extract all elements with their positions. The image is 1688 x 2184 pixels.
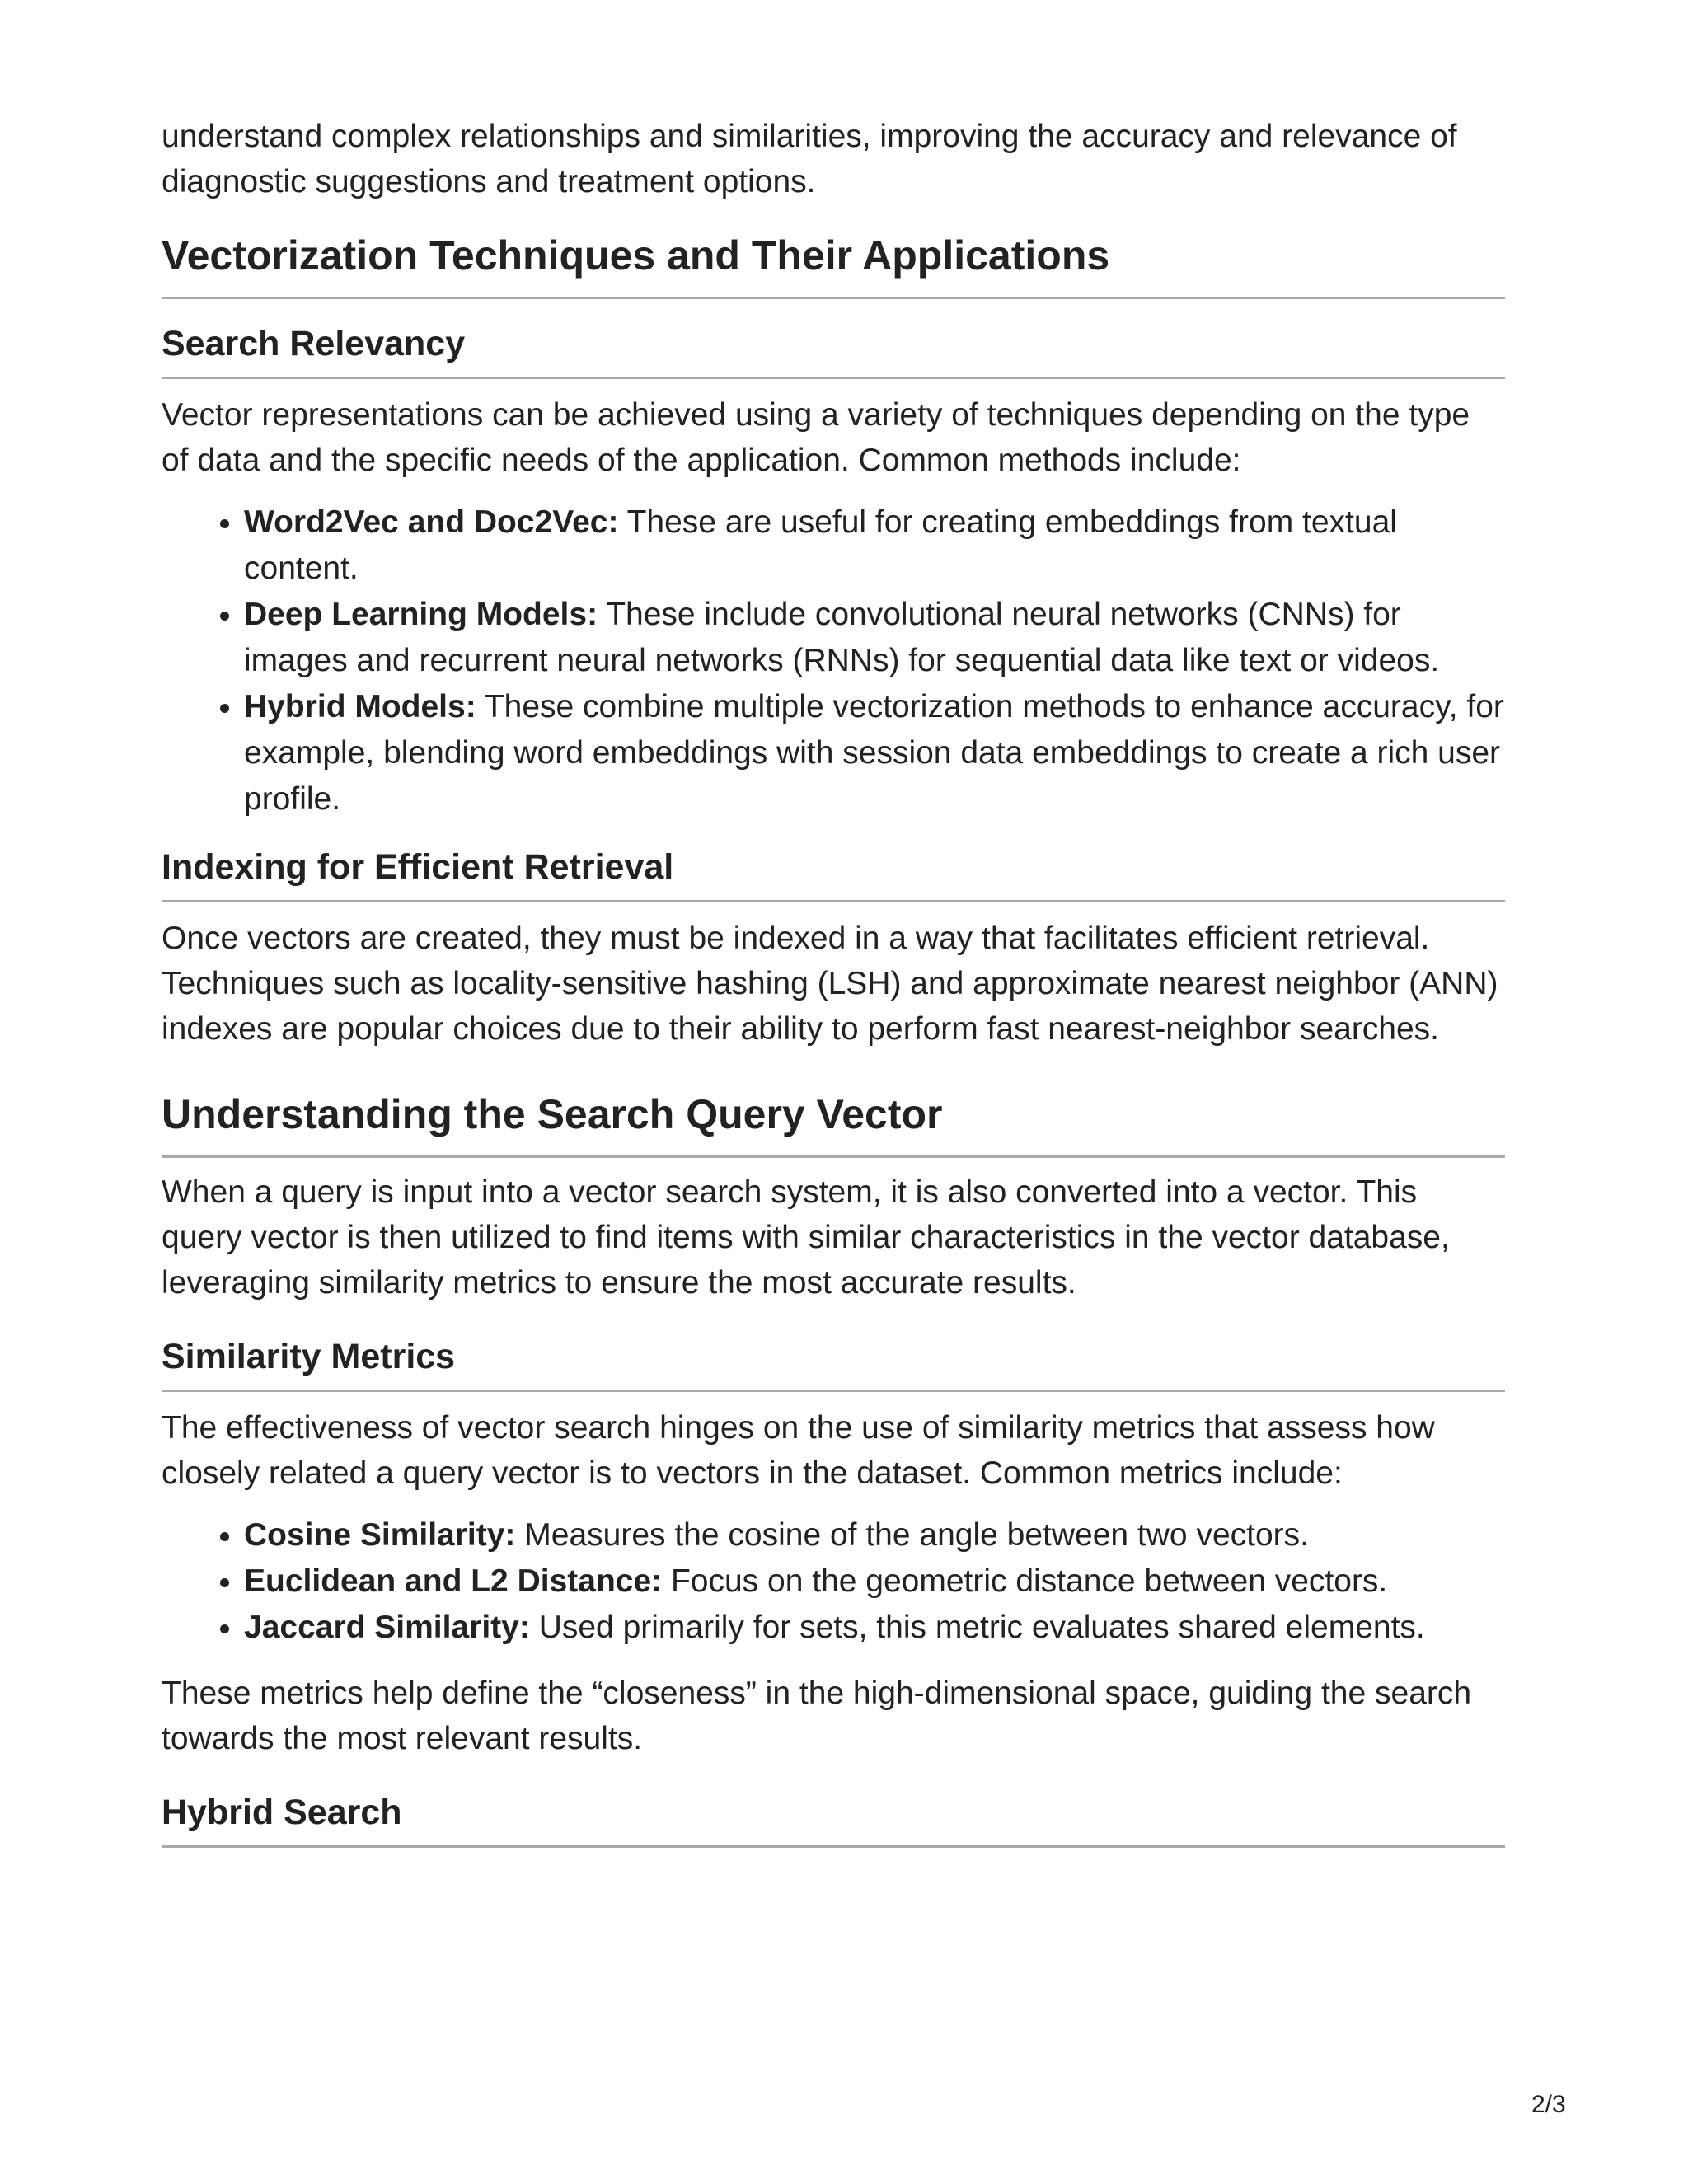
list-item-text: These combine multiple vectorization methods to enhance accuracy, for example, blending word embeddings with session data embeddings to create a rich user profile. <box>244 689 1504 817</box>
list-item-text: Used primarily for sets, this metric evaluates shared elements. <box>529 1610 1425 1645</box>
list-item-text: Focus on the geometric distance between vectors. <box>662 1563 1388 1599</box>
intro-continuation: understand complex relationships and similarities, improving the accuracy and relevance of diagnostic suggestions and treatment options. <box>162 119 1457 199</box>
section-heading-vectorization: Vectorization Techniques and Their Applications <box>162 231 1505 299</box>
subheading-indexing: Indexing for Efficient Retrieval <box>162 846 1505 902</box>
similarity-metrics-list <box>162 1512 1505 1651</box>
indexing-paragraph: Once vectors are created, they must be indexed in a way that facilitates efficient retrieval. Techniques such as locality-sensitive hashing (LSH) and approximate nearest neighbor (ANN) indexes are popular choices due to their ability to perform fast nearest-neighbor searches. <box>162 921 1498 1047</box>
list-item-term: Word2Vec and Doc2Vec: <box>244 504 619 540</box>
similarity-metrics-paragraph: The effectiveness of vector search hinges on the use of similarity metrics that assess how closely related a query vector is to vectors in the dataset. Common metrics include: <box>162 1410 1435 1491</box>
list-item-term: Hybrid Models: <box>244 689 476 724</box>
page-number: 2/3 <box>1531 2091 1566 2118</box>
list-item <box>244 592 1505 684</box>
document-page <box>162 114 1505 1848</box>
list-item-term: Jaccard Similarity: <box>244 1610 530 1645</box>
list-item <box>244 684 1505 823</box>
list-item-text: These include convolutional neural networks (CNNs) for images and recurrent neural networks (RNNs) for sequential data like text or videos. <box>244 597 1440 678</box>
subheading-similarity-metrics: Similarity Metrics <box>162 1335 1505 1392</box>
vectorization-methods-list <box>162 499 1505 823</box>
list-item <box>244 499 1505 592</box>
list-item-text: These are useful for creating embeddings from textual content. <box>244 504 1397 586</box>
section-heading-query-vector: Understanding the Search Query Vector <box>162 1090 1505 1158</box>
query-vector-paragraph: When a query is input into a vector search system, it is also converted into a vector. This query vector is then utilized to find items with similar characteristics in the vector database, leveraging similarity metrics to ensure the most accurate results. <box>162 1174 1450 1301</box>
list-item <box>244 1512 1505 1558</box>
list-item <box>244 1605 1505 1651</box>
list-item-term: Euclidean and L2 Distance: <box>244 1563 663 1599</box>
list-item <box>244 1558 1505 1605</box>
similarity-closing-paragraph: These metrics help define the “closeness” in the high-dimensional space, guiding the search towards the most relevant results. <box>162 1675 1472 1756</box>
subheading-search-relevancy: Search Relevancy <box>162 322 1505 379</box>
subheading-hybrid-search: Hybrid Search <box>162 1791 1505 1848</box>
search-relevancy-paragraph: Vector representations can be achieved using a variety of techniques depending on the type of data and the specific needs of the application. Common methods include: <box>162 397 1470 478</box>
list-item-term: Cosine Similarity: <box>244 1517 516 1553</box>
list-item-text: Measures the cosine of the angle between two vectors. <box>515 1517 1309 1553</box>
list-item-term: Deep Learning Models: <box>244 597 598 632</box>
